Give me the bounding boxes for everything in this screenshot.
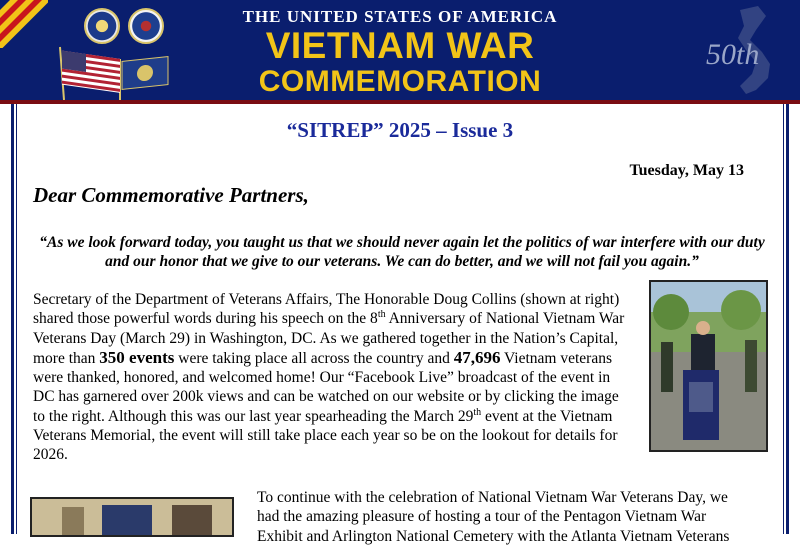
issue-date: Tuesday, May 13 bbox=[629, 162, 744, 179]
page-border-left bbox=[11, 104, 14, 534]
banner-title-line2: COMMEMORATION bbox=[258, 65, 542, 98]
speech-photo-icon bbox=[651, 282, 766, 450]
collins-quote: “As we look forward today, you taught us that we should never again let the politics of war interfere with our duty and our honor that we give to our veterans. We can do better, and we will not fail you again.” bbox=[39, 234, 765, 270]
commemoration-banner bbox=[0, 0, 800, 104]
page-border-left-inner bbox=[16, 104, 17, 534]
article-paragraph-1: Secretary of the Department of Veterans Affairs, The Honorable Doug Collins (shown at right) shared those powerful words during his speech on the 8th Anniversary of National Vietnam War Veterans Day (March 29) in Washington, DC. As we gathered together in the Nation’s Capital, more than 350 events were taking place all across the country and 47,696 Vietnam veterans were thanked, honored, and welcomed home! Our “Facebook Live” broadcast of the event in DC has garnered over 200k views and can be watched on our website or by clicking the image to the right. Although this was our last year spearheading the March 29th event at the Vietnam Veterans Memorial, the event will still take place each year so be on the lookout for details for 2026. bbox=[33, 291, 625, 464]
page-border-right-inner bbox=[783, 104, 784, 534]
facebook-live-event-photo[interactable] bbox=[649, 280, 768, 452]
flags-icon bbox=[50, 45, 200, 100]
banner-title-line1: VIETNAM WAR bbox=[265, 25, 535, 66]
dod-seal-icon bbox=[84, 8, 120, 44]
banner-bottom-edge bbox=[0, 100, 800, 104]
article-paragraph-2: To continue with the celebration of National Vietnam War Veterans Day, we had the amazing pleasure of hosting a tour of the Pentagon Vietnam War Exhibit and Arlington National Cemetery with the Atlanta Vietnam Veterans bbox=[257, 489, 730, 545]
page-border-right bbox=[786, 104, 789, 534]
exhibit-photo-icon bbox=[32, 499, 232, 535]
banner-subtitle: THE UNITED STATES OF AMERICA bbox=[242, 7, 558, 26]
pentagon-tour-photo bbox=[30, 497, 234, 537]
anniversary-mark: 50th bbox=[706, 38, 760, 71]
va-seal-icon bbox=[128, 8, 164, 44]
service-ribbon-icon bbox=[0, 0, 48, 48]
greeting: Dear Commemorative Partners, bbox=[33, 183, 309, 207]
issue-title: “SITREP” 2025 – Issue 3 bbox=[286, 118, 514, 142]
